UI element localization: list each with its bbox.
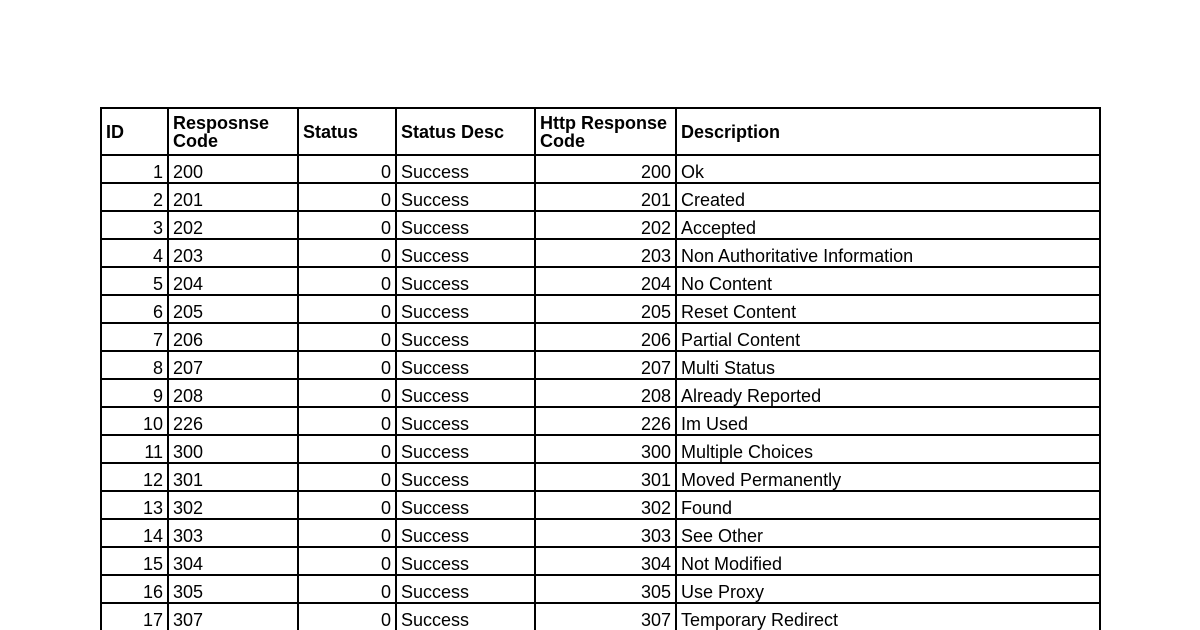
cell-status-desc: Success — [396, 155, 535, 183]
cell-response-code: 200 — [168, 155, 298, 183]
header-http-response-code: Http Response Code — [535, 108, 676, 155]
cell-status-desc: Success — [396, 379, 535, 407]
header-status-desc: Status Desc — [396, 108, 535, 155]
cell-id: 14 — [101, 519, 168, 547]
cell-status-desc: Success — [396, 575, 535, 603]
cell-status: 0 — [298, 183, 396, 211]
cell-http-response-code: 203 — [535, 239, 676, 267]
cell-http-response-code: 204 — [535, 267, 676, 295]
cell-http-response-code: 303 — [535, 519, 676, 547]
cell-status-desc: Success — [396, 603, 535, 630]
cell-description: Multi Status — [676, 351, 1100, 379]
cell-status: 0 — [298, 463, 396, 491]
cell-http-response-code: 208 — [535, 379, 676, 407]
cell-response-code: 303 — [168, 519, 298, 547]
cell-status-desc: Success — [396, 295, 535, 323]
cell-status-desc: Success — [396, 407, 535, 435]
cell-description: Accepted — [676, 211, 1100, 239]
cell-description: Not Modified — [676, 547, 1100, 575]
table-row — [101, 491, 1100, 519]
cell-http-response-code: 226 — [535, 407, 676, 435]
cell-id: 4 — [101, 239, 168, 267]
cell-response-code: 304 — [168, 547, 298, 575]
table-row — [101, 435, 1100, 463]
cell-status-desc: Success — [396, 323, 535, 351]
header-id: ID — [101, 108, 168, 155]
cell-http-response-code: 307 — [535, 603, 676, 630]
cell-id: 15 — [101, 547, 168, 575]
cell-status: 0 — [298, 407, 396, 435]
cell-status-desc: Success — [396, 183, 535, 211]
cell-response-code: 203 — [168, 239, 298, 267]
cell-response-code: 208 — [168, 379, 298, 407]
cell-status: 0 — [298, 519, 396, 547]
cell-http-response-code: 301 — [535, 463, 676, 491]
cell-id: 5 — [101, 267, 168, 295]
cell-status-desc: Success — [396, 267, 535, 295]
cell-status: 0 — [298, 603, 396, 630]
table-row — [101, 267, 1100, 295]
cell-description: Found — [676, 491, 1100, 519]
table-row — [101, 155, 1100, 183]
cell-status: 0 — [298, 379, 396, 407]
cell-description: Ok — [676, 155, 1100, 183]
cell-http-response-code: 302 — [535, 491, 676, 519]
cell-description: Moved Permanently — [676, 463, 1100, 491]
cell-status-desc: Success — [396, 351, 535, 379]
cell-status-desc: Success — [396, 211, 535, 239]
cell-description: Already Reported — [676, 379, 1100, 407]
cell-http-response-code: 201 — [535, 183, 676, 211]
cell-http-response-code: 205 — [535, 295, 676, 323]
cell-description: Created — [676, 183, 1100, 211]
table-row — [101, 575, 1100, 603]
cell-id: 6 — [101, 295, 168, 323]
cell-status: 0 — [298, 211, 396, 239]
table-header-row — [101, 108, 1100, 155]
cell-response-code: 205 — [168, 295, 298, 323]
cell-response-code: 202 — [168, 211, 298, 239]
cell-id: 13 — [101, 491, 168, 519]
cell-status-desc: Success — [396, 463, 535, 491]
cell-description: Non Authoritative Information — [676, 239, 1100, 267]
cell-description: See Other — [676, 519, 1100, 547]
table-row — [101, 379, 1100, 407]
cell-status: 0 — [298, 155, 396, 183]
cell-id: 12 — [101, 463, 168, 491]
table-row — [101, 239, 1100, 267]
cell-http-response-code: 202 — [535, 211, 676, 239]
cell-status-desc: Success — [396, 435, 535, 463]
cell-status-desc: Success — [396, 239, 535, 267]
cell-response-code: 300 — [168, 435, 298, 463]
table-row — [101, 519, 1100, 547]
table-row — [101, 351, 1100, 379]
cell-response-code: 301 — [168, 463, 298, 491]
cell-id: 7 — [101, 323, 168, 351]
table-row — [101, 295, 1100, 323]
table-row — [101, 183, 1100, 211]
table-row — [101, 603, 1100, 630]
cell-id: 11 — [101, 435, 168, 463]
table-row — [101, 407, 1100, 435]
cell-id: 8 — [101, 351, 168, 379]
cell-http-response-code: 300 — [535, 435, 676, 463]
table-body — [101, 155, 1100, 630]
cell-status: 0 — [298, 491, 396, 519]
cell-response-code: 206 — [168, 323, 298, 351]
cell-description: Use Proxy — [676, 575, 1100, 603]
cell-http-response-code: 305 — [535, 575, 676, 603]
cell-response-code: 207 — [168, 351, 298, 379]
cell-response-code: 307 — [168, 603, 298, 630]
cell-response-code: 204 — [168, 267, 298, 295]
cell-description: Im Used — [676, 407, 1100, 435]
header-description: Description — [676, 108, 1100, 155]
table-row — [101, 323, 1100, 351]
cell-status: 0 — [298, 575, 396, 603]
header-response-code: Resposnse Code — [168, 108, 298, 155]
cell-id: 10 — [101, 407, 168, 435]
cell-description: Partial Content — [676, 323, 1100, 351]
cell-status: 0 — [298, 351, 396, 379]
cell-status: 0 — [298, 435, 396, 463]
cell-status: 0 — [298, 323, 396, 351]
cell-http-response-code: 200 — [535, 155, 676, 183]
cell-status-desc: Success — [396, 519, 535, 547]
cell-description: Reset Content — [676, 295, 1100, 323]
cell-description: Multiple Choices — [676, 435, 1100, 463]
cell-status: 0 — [298, 295, 396, 323]
cell-description: No Content — [676, 267, 1100, 295]
cell-status: 0 — [298, 267, 396, 295]
cell-response-code: 305 — [168, 575, 298, 603]
cell-id: 1 — [101, 155, 168, 183]
response-codes-table — [100, 107, 1101, 630]
cell-id: 3 — [101, 211, 168, 239]
table-row — [101, 211, 1100, 239]
cell-http-response-code: 304 — [535, 547, 676, 575]
cell-response-code: 226 — [168, 407, 298, 435]
cell-id: 9 — [101, 379, 168, 407]
cell-id: 2 — [101, 183, 168, 211]
cell-http-response-code: 207 — [535, 351, 676, 379]
cell-status-desc: Success — [396, 491, 535, 519]
cell-status-desc: Success — [396, 547, 535, 575]
cell-status: 0 — [298, 239, 396, 267]
table-row — [101, 547, 1100, 575]
cell-response-code: 302 — [168, 491, 298, 519]
cell-response-code: 201 — [168, 183, 298, 211]
cell-status: 0 — [298, 547, 396, 575]
cell-id: 16 — [101, 575, 168, 603]
cell-http-response-code: 206 — [535, 323, 676, 351]
header-status: Status — [298, 108, 396, 155]
cell-id: 17 — [101, 603, 168, 630]
table-row — [101, 463, 1100, 491]
cell-description: Temporary Redirect — [676, 603, 1100, 630]
